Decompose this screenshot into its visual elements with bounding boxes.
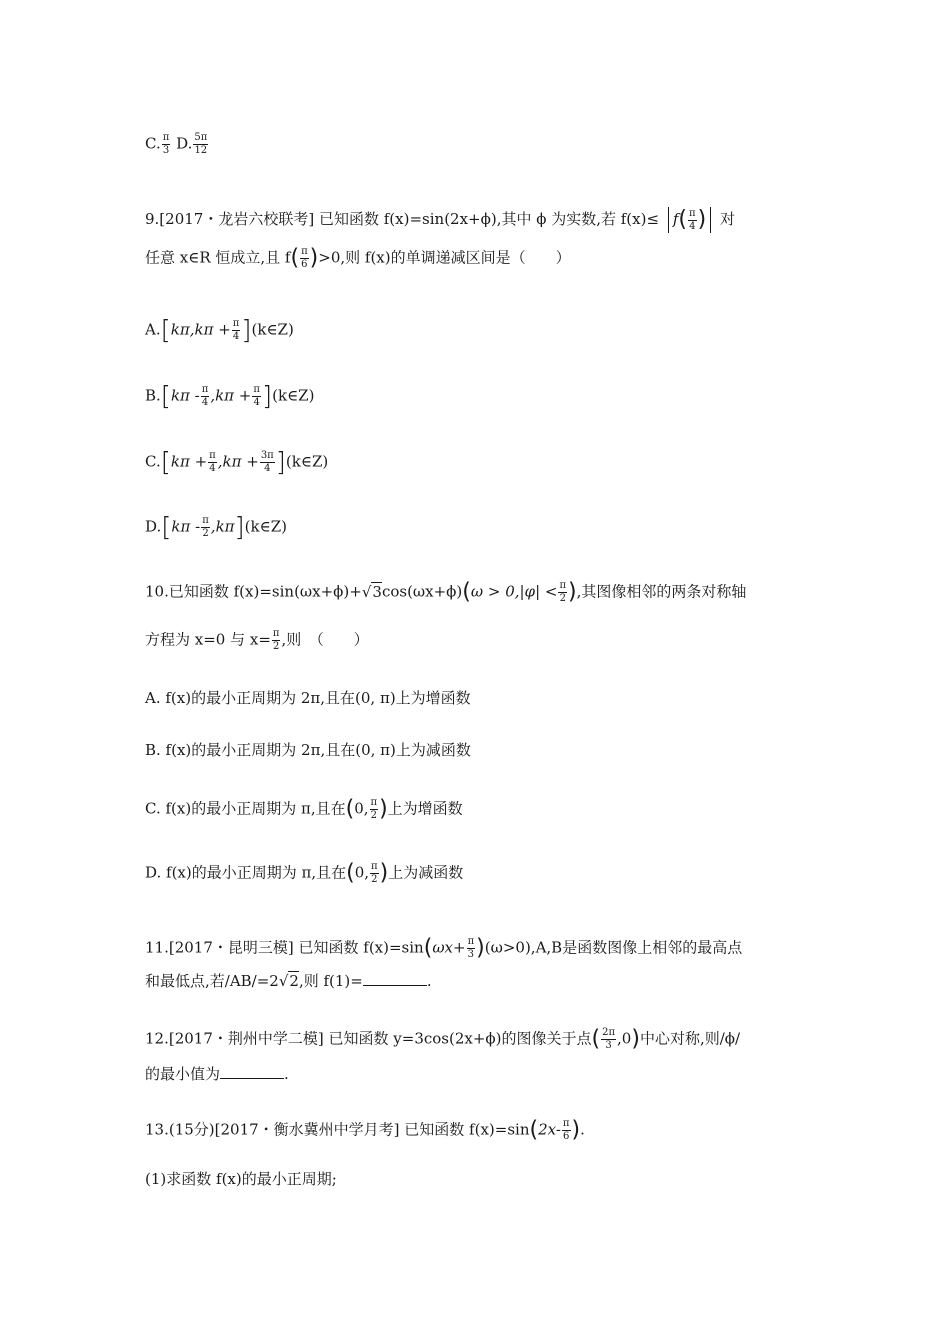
q8-option-c-label: C.	[145, 134, 161, 153]
q12-stem-line1: 12.[2017・荆州中学二模] 已知函数 y=3cos(2x+ϕ)的图像关于点( $\frac{2\pi}{3}$ ,0)中心对称,则/ϕ/	[145, 1026, 741, 1052]
q13-subquestion-1: (1)求函数 f(x)的最小正周期;	[145, 1170, 337, 1188]
q9-option-b: B.[kπ - $\frac{\pi}{4}$ ,kπ + $\frac{\pi}{4}$ ](k∈Z)	[145, 381, 315, 412]
q11-stem-line1: 11.[2017・昆明三模] 已知函数 f(x)=sin(ωx+ $\frac{\pi}{3}$ )(ω>0),A,B是函数图像上相邻的最高点	[145, 935, 743, 961]
q8-option-c-fraction: $\frac{\pi}{3}$	[162, 132, 170, 156]
sqrt-symbol: √2	[278, 972, 299, 990]
q10-option-a: A. f(x)的最小正周期为 2π,且在(0, π)上为增函数	[145, 689, 471, 707]
q8-option-d-fraction: $\frac{5\pi}{12}$	[194, 132, 208, 156]
q9-option-d: D.[kπ - $\frac{\pi}{2}$ ,kπ](k∈Z)	[145, 512, 287, 543]
q10-option-d: D. f(x)的最小正周期为 π,且在(0, $\frac{\pi}{2}$ )上为减函数	[145, 860, 464, 886]
q8-option-d-label: D.	[176, 134, 193, 153]
q10-option-c: C. f(x)的最小正周期为 π,且在(0, $\frac{\pi}{2}$ )上为增函数	[145, 796, 463, 822]
q13-stem: 13.(15分)[2017・衡水冀州中学月考] 已知函数 f(x)=sin(2x- $\frac{\pi}{6}$ ).	[145, 1117, 585, 1143]
answer-blank[interactable]	[220, 1064, 284, 1079]
q10-stem-line2: 方程为 x=0 与 x= $\frac{\pi}{2}$ ,则 （ ）	[145, 628, 369, 652]
q9-option-a: A.[kπ,kπ + $\frac{\pi}{4}$ ](k∈Z)	[145, 315, 294, 346]
q11-stem-line2: 和最低点,若/AB/=2√2,则 f(1)= .	[145, 972, 432, 990]
q12-stem-line2: 的最小值为 .	[145, 1065, 289, 1083]
q9-option-c: C.[kπ + $\frac{\pi}{4}$ ,kπ + $\frac{3\pi}{4}$ ](k∈Z)	[145, 447, 329, 478]
answer-blank[interactable]	[363, 971, 427, 986]
q10-stem-line1: 10.已知函数 f(x)=sin(ωx+ϕ)+√3cos(ωx+ϕ)(ω > 0,|φ| < $\frac{\pi}{2}$ ),其图像相邻的两条对称轴	[145, 579, 747, 605]
q10-option-b: B. f(x)的最小正周期为 2π,且在(0, π)上为减函数	[145, 741, 471, 759]
q9-stem-line2: 任意 x∈R 恒成立,且 f( $\frac{\pi}{6}$ )>0,则 f(x)的单调递减区间是（ ）	[145, 245, 571, 271]
q8-options-cd	[145, 132, 209, 157]
q9-stem-line1: 9.[2017・龙岩六校联考] 已知函数 f(x)=sin(2x+ϕ),其中 ϕ 为实数,若 f(x)≤ f( $\frac{\pi}{4}$ ) 对	[145, 207, 735, 232]
sqrt-symbol: √3	[361, 582, 382, 601]
